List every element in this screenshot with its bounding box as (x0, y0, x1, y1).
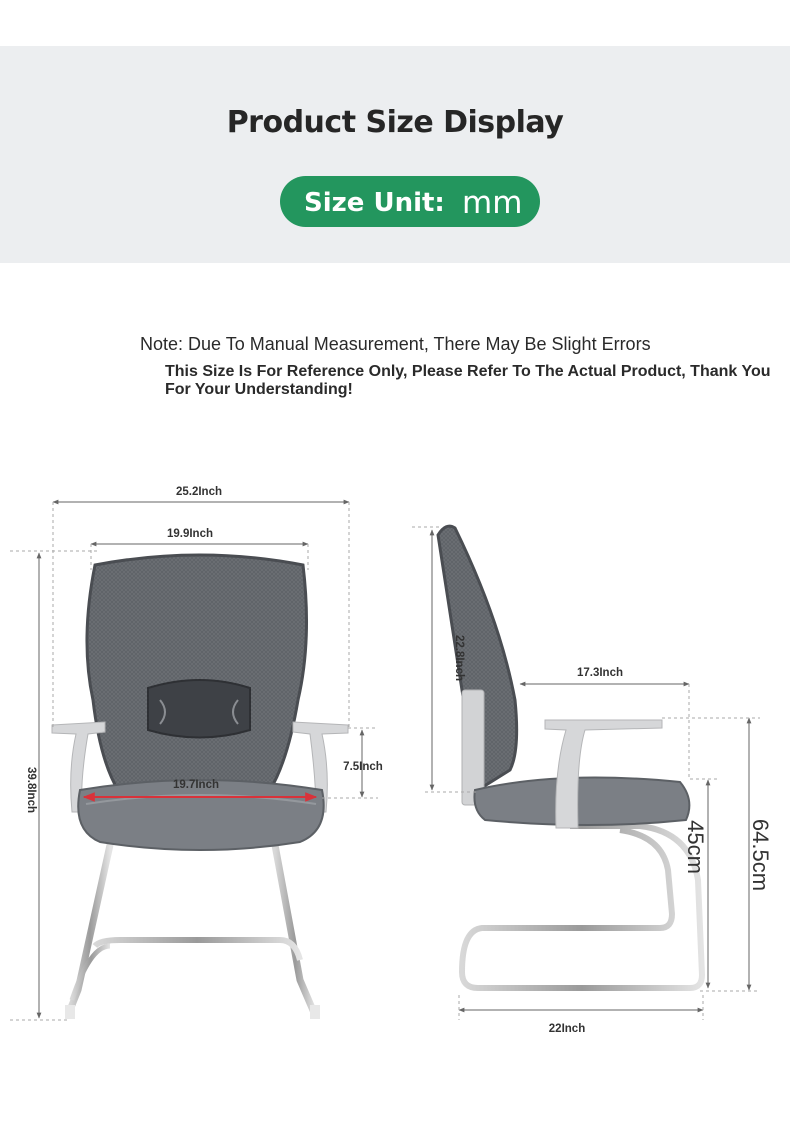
page-title: Product Size Display (226, 105, 564, 140)
seat-width-label: 19.7Inch (172, 779, 220, 791)
seat-height-label: 45cm (683, 820, 708, 874)
armrest-height-label: 7.5Inch (343, 761, 383, 773)
overall-depth-label: 22Inch (548, 1023, 586, 1035)
reference-note: This Size Is For Reference Only, Please Refer To The Actual Product, Thank You For Your Understanding! (165, 363, 771, 398)
armrest-depth-label: 17.3Inch (576, 667, 624, 679)
side-chair-illustration (438, 526, 702, 988)
armrest-floor-height-label: 64.5cm (748, 818, 773, 892)
overall-width-label: 25.2Inch (175, 486, 223, 498)
back-width-label: 19.9Inch (166, 528, 214, 540)
size-unit-label: Size Unit: (304, 188, 445, 218)
measurement-note: Note: Due To Manual Measurement, There May Be Slight Errors (140, 334, 651, 354)
overall-height-label: 39.8Inch (25, 766, 37, 814)
size-unit-value: mm (462, 185, 523, 221)
back-height-label: 22.8Inch (453, 634, 465, 682)
